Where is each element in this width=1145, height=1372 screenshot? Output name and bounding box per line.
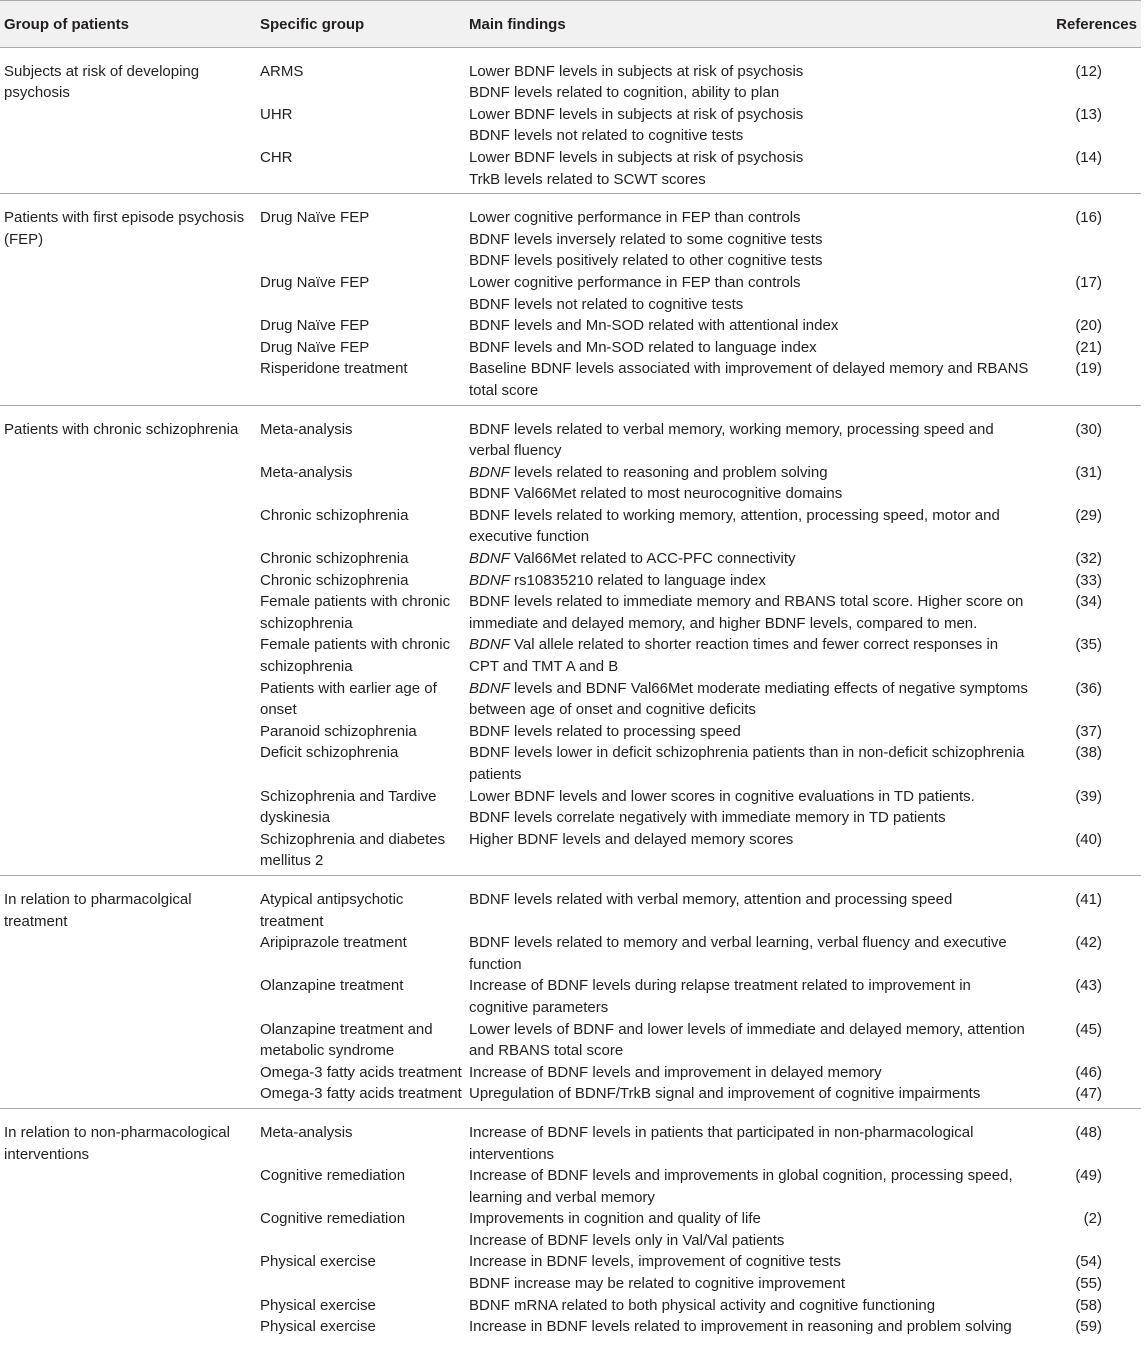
references-cell [1031,786,1141,829]
reference-number: (34) [1075,593,1102,611]
references-cell [1031,104,1141,147]
references-cell [1031,570,1141,592]
table-row [0,1165,1141,1208]
finding-line [469,634,1029,677]
table-row [0,462,1141,505]
table-row [0,1208,1141,1251]
header-group-of-patients: Group of patients [0,1,256,48]
references-cell [1031,194,1141,272]
main-findings-cell [465,829,1031,876]
group-of-patients-cell [0,548,256,570]
patient-group-section [0,194,1141,405]
specific-group-cell: Chronic schizophrenia [260,550,409,568]
group-of-patients-cell [0,591,256,634]
table-row [0,104,1141,147]
group-of-patients-cell [0,1208,256,1251]
reference-number: (29) [1075,506,1102,524]
main-findings-cell [465,1165,1031,1208]
references-cell [1031,405,1141,462]
table-row [0,337,1141,359]
finding-text: Lower cognitive performance in FEP than controls [469,273,801,291]
references-cell [1031,548,1141,570]
specific-group-cell: Female patients with chronic schizophrenia [260,636,451,676]
finding-text: levels and BDNF Val66Met moderate mediating effects of negative symptoms between age of onset and cognitive deficits [469,679,1028,719]
references-cell [1031,591,1141,634]
specific-group-cell: Meta-analysis [260,1123,353,1141]
specific-group-cell: Drug Naïve FEP [260,209,370,227]
specific-group-cell: Meta-analysis [260,463,353,481]
reference-number: (2) [1083,1210,1102,1228]
main-findings-cell [465,591,1031,634]
table-row [0,272,1141,315]
finding-text: Increase of BDNF levels only in Val/Val patients [469,1231,785,1249]
main-findings-cell [465,1316,1031,1341]
gene-name-italic: BDNF [469,571,510,589]
group-of-patients-cell [0,786,256,829]
patient-group-section [0,875,1141,1108]
specific-group-cell: Aripiprazole treatment [260,934,407,952]
main-findings-cell [465,272,1031,315]
specific-group-cell: Cognitive remediation [260,1167,406,1185]
references-cell [1031,1295,1141,1317]
group-of-patients-cell: Patients with chronic schizophrenia [4,420,239,438]
reference-number: (49) [1075,1167,1102,1185]
specific-group-cell: Risperidone treatment [260,360,408,378]
group-of-patients-cell [0,634,256,677]
table-row [0,47,1141,104]
finding-line [469,358,1029,401]
finding-text: BDNF levels positively related to other cognitive tests [469,252,823,270]
reference-number: (35) [1075,636,1102,654]
table-row [0,591,1141,634]
finding-text: Increase of BDNF levels during relapse treatment related to improvement in cognitive parameters [469,977,971,1016]
specific-group-cell: Physical exercise [260,1318,376,1336]
specific-group-cell: Meta-analysis [260,420,353,438]
references-cell [1031,1251,1141,1294]
reference-number: (58) [1075,1296,1102,1314]
table-row [0,505,1141,548]
finding-text: rs10835210 related to language index [509,571,766,589]
finding-line [469,1251,1029,1273]
specific-group-cell: Omega-3 fatty acids treatment [260,1085,462,1103]
group-of-patients-cell [0,104,256,147]
finding-text: Lower BDNF levels in subjects at risk of psychosis [469,62,804,80]
group-of-patients-cell [0,505,256,548]
reference-number: (33) [1075,571,1102,589]
specific-group-cell: Chronic schizophrenia [260,506,409,524]
group-of-patients-cell [0,272,256,315]
references-cell [1031,1062,1141,1084]
group-of-patients-cell [0,975,256,1018]
table-row [0,570,1141,592]
main-findings-cell [465,570,1031,592]
main-findings-cell [465,405,1031,462]
specific-group-cell: Schizophrenia and Tardive dyskinesia [260,787,437,827]
reference-number: (46) [1075,1063,1102,1081]
specific-group-cell: Drug Naïve FEP [260,273,370,291]
main-findings-cell [465,932,1031,975]
header-row [0,1,1141,48]
table-row [0,786,1141,829]
reference-number: (19) [1075,360,1102,378]
group-of-patients-cell [0,742,256,785]
finding-line [469,505,1029,548]
finding-text: BDNF levels related to verbal memory, working memory, processing speed and verbal fluency [469,420,994,460]
references-cell [1031,47,1141,104]
finding-line [469,1316,1029,1338]
reference-number: (43) [1075,977,1102,995]
references-cell [1031,272,1141,315]
table-row [0,829,1141,876]
group-of-patients-cell: Subjects at risk of developing psychosis [4,62,200,102]
group-of-patients-cell [0,1019,256,1062]
finding-line [469,315,1029,337]
patient-group-section [0,47,1141,194]
table-row [0,147,1141,194]
reference-number: (16) [1075,209,1102,227]
finding-line [469,1295,1029,1317]
references-cell [1031,1019,1141,1062]
header-specific-group: Specific group [256,1,465,48]
references-cell [1031,875,1141,932]
group-of-patients-cell [0,1251,256,1294]
group-of-patients-cell [0,337,256,359]
group-of-patients-cell [0,829,256,876]
finding-text: BDNF Val66Met related to most neurocognitive domains [469,485,843,503]
finding-line [469,786,1029,808]
finding-line [469,932,1029,975]
finding-text: BDNF levels not related to cognitive tests [469,295,744,313]
references-cell [1031,678,1141,721]
references-cell [1031,721,1141,743]
finding-text: Upregulation of BDNF/TrkB signal and improvement of cognitive impairments [469,1085,981,1103]
finding-text: BDNF levels and Mn-SOD related with attentional index [469,317,839,335]
finding-line [469,1083,1029,1105]
table-header [0,1,1141,48]
finding-line [469,229,1029,251]
finding-line [469,548,1029,570]
reference-number: (38) [1075,744,1102,762]
specific-group-cell: UHR [260,105,293,123]
specific-group-cell: ARMS [260,62,304,80]
reference-number: (48) [1075,1123,1102,1141]
finding-text: Lower cognitive performance in FEP than controls [469,209,801,227]
finding-line [469,807,1029,829]
group-of-patients-cell [0,147,256,194]
main-findings-cell [465,1251,1031,1294]
gene-name-italic: BDNF [469,550,510,568]
group-of-patients-cell: In relation to pharmacolgical treatment [4,890,192,930]
gene-name-italic: BDNF [469,463,510,481]
finding-text: Baseline BDNF levels associated with improvement of delayed memory and RBANS total score [469,360,1029,399]
finding-text: BDNF levels related to memory and verbal learning, verbal fluency and executive function [469,934,1007,973]
gene-name-italic: BDNF [469,636,510,654]
references-cell [1031,932,1141,975]
main-findings-cell [465,147,1031,194]
finding-line [469,207,1029,229]
finding-line [469,61,1029,83]
finding-line [469,250,1029,272]
group-of-patients-cell [0,932,256,975]
finding-line [469,570,1029,592]
main-findings-cell [465,1208,1031,1251]
main-findings-cell [465,462,1031,505]
main-findings-cell [465,875,1031,932]
group-of-patients-cell [0,570,256,592]
finding-line [469,591,1029,634]
finding-text: Increase of BDNF levels in patients that participated in non-pharmacological interventions [469,1123,974,1163]
reference-number: (31) [1075,463,1102,481]
specific-group-cell: Schizophrenia and diabetes mellitus 2 [260,830,446,870]
finding-line [469,104,1029,126]
table-row [0,1019,1141,1062]
references-cell [1031,634,1141,677]
specific-group-cell: Patients with earlier age of onset [260,679,437,719]
reference-number: (59) [1075,1318,1102,1336]
finding-text: BDNF levels related to processing speed [469,722,741,740]
finding-text: Improvements in cognition and quality of life [469,1210,761,1228]
finding-text: BDNF levels related with verbal memory, attention and processing speed [469,890,953,908]
finding-text: BDNF levels inversely related to some cognitive tests [469,230,823,248]
finding-text: BDNF mRNA related to both physical activity and cognitive functioning [469,1296,936,1314]
finding-text: Lower BDNF levels in subjects at risk of psychosis [469,105,804,123]
finding-text: Lower levels of BDNF and lower levels of immediate and delayed memory, attention and RBANS total score [469,1020,1025,1060]
references-cell [1031,742,1141,785]
specific-group-cell: Drug Naïve FEP [260,317,370,335]
group-of-patients-cell: Patients with first episode psychosis (FEP) [4,209,245,248]
table-row [0,194,1141,272]
reference-number: (47) [1075,1085,1102,1103]
references-cell [1031,147,1141,194]
references-cell [1031,1083,1141,1108]
finding-text: Increase of BDNF levels and improvement in delayed memory [469,1063,882,1081]
finding-text: BDNF levels and Mn-SOD related to language index [469,338,817,356]
table-row [0,405,1141,462]
finding-text: BDNF increase may be related to cognitive improvement [469,1275,845,1293]
table-row [0,678,1141,721]
group-of-patients-cell [0,1062,256,1084]
finding-line [469,462,1029,484]
finding-text: Val66Met related to ACC-PFC connectivity [509,550,796,568]
finding-line [469,1019,1029,1062]
main-findings-cell [465,194,1031,272]
finding-line [469,1062,1029,1084]
gene-name-italic: BDNF [469,679,510,697]
finding-text: Val allele related to shorter reaction times and fewer correct responses in CPT and TMT A and B [469,636,999,676]
reference-number: (30) [1075,420,1102,438]
reference-number: (41) [1075,890,1102,908]
references-cell [1031,1165,1141,1208]
reference-number: (55) [1075,1275,1102,1293]
header-references: References [1031,1,1141,48]
reference-number: (42) [1075,934,1102,952]
table-row [0,548,1141,570]
finding-line [469,337,1029,359]
finding-text: BDNF levels related to working memory, attention, processing speed, motor and executive function [469,506,1000,546]
reference-number: (20) [1075,317,1102,335]
finding-line [469,169,1029,191]
header-main-findings: Main findings [465,1,1031,48]
main-findings-cell [465,358,1031,405]
reference-number: (54) [1075,1253,1102,1271]
specific-group-cell: Olanzapine treatment [260,977,404,995]
main-findings-cell [465,634,1031,677]
table-row [0,932,1141,975]
reference-number: (32) [1075,550,1102,568]
finding-text: BDNF levels related to immediate memory and RBANS total score. Higher score on immediate and delayed memory, and higher BDNF levels, compared to men. [469,593,1024,632]
finding-text: Higher BDNF levels and delayed memory scores [469,830,794,848]
main-findings-cell [465,1083,1031,1108]
table-row [0,1083,1141,1108]
references-cell [1031,315,1141,337]
finding-line [469,483,1029,505]
reference-number: (17) [1075,273,1102,291]
references-cell [1031,975,1141,1018]
group-of-patients-cell [0,1165,256,1208]
finding-line [469,975,1029,1018]
finding-text: levels related to reasoning and problem solving [509,463,828,481]
specific-group-cell: Olanzapine treatment and metabolic syndrome [260,1020,433,1060]
group-of-patients-cell [0,315,256,337]
reference-number: (13) [1075,105,1102,123]
table-row [0,875,1141,932]
main-findings-cell [465,786,1031,829]
group-of-patients-cell [0,678,256,721]
table-row [0,975,1141,1018]
finding-line [469,1273,1029,1295]
finding-line [469,742,1029,785]
specific-group-cell: Drug Naïve FEP [260,338,370,356]
reference-number: (39) [1075,787,1102,805]
specific-group-cell: Cognitive remediation [260,1210,406,1228]
main-findings-cell [465,721,1031,743]
finding-line [469,272,1029,294]
finding-text: BDNF levels not related to cognitive tests [469,127,744,145]
main-findings-cell [465,548,1031,570]
finding-text: BDNF levels lower in deficit schizophrenia patients than in non-deficit schizophrenia patients [469,744,1025,783]
finding-line [469,889,1029,911]
finding-line [469,829,1029,851]
main-findings-cell [465,505,1031,548]
finding-text: TrkB levels related to SCWT scores [469,170,706,188]
finding-line [469,147,1029,169]
main-findings-cell [465,975,1031,1018]
references-cell [1031,829,1141,876]
finding-text: BDNF levels related to cognition, ability to plan [469,84,780,102]
finding-line [469,1165,1029,1208]
finding-text: Lower BDNF levels in subjects at risk of psychosis [469,148,804,166]
specific-group-cell: Atypical antipsychotic treatment [260,890,404,930]
references-cell [1031,1208,1141,1251]
patient-group-section [0,1108,1141,1340]
table-row [0,721,1141,743]
finding-line [469,419,1029,462]
table-row [0,1295,1141,1317]
reference-number: (36) [1075,679,1102,697]
table-row [0,634,1141,677]
table-row [0,742,1141,785]
table-row [0,1062,1141,1084]
references-cell [1031,337,1141,359]
group-of-patients-cell [0,721,256,743]
finding-text: Lower BDNF levels and lower scores in cognitive evaluations in TD patients. [469,787,975,805]
group-of-patients-cell [0,1083,256,1108]
main-findings-cell [465,1019,1031,1062]
finding-line [469,82,1029,104]
specific-group-cell: Female patients with chronic schizophrenia [260,593,451,632]
specific-group-cell: Chronic schizophrenia [260,571,409,589]
finding-text: Increase of BDNF levels and improvements in global cognition, processing speed, learning and verbal memory [469,1167,1013,1206]
finding-text: Increase in BDNF levels related to improvement in reasoning and problem solving [469,1318,1012,1336]
specific-group-cell: Omega-3 fatty acids treatment [260,1063,462,1081]
specific-group-cell: CHR [260,148,293,166]
group-of-patients-cell [0,462,256,505]
reference-number: (12) [1075,62,1102,80]
table-row [0,1251,1141,1294]
finding-line [469,1208,1029,1230]
group-of-patients-cell: In relation to non-pharmacological interventions [4,1123,230,1163]
finding-text: Increase in BDNF levels, improvement of cognitive tests [469,1253,841,1271]
references-cell [1031,1108,1141,1165]
finding-line [469,721,1029,743]
reference-number: (14) [1075,148,1102,166]
finding-line [469,125,1029,147]
references-cell [1031,462,1141,505]
references-cell [1031,1316,1141,1341]
finding-line [469,1122,1029,1165]
group-of-patients-cell [0,1295,256,1317]
main-findings-cell [465,1295,1031,1317]
main-findings-cell [465,1108,1031,1165]
main-findings-cell [465,104,1031,147]
group-of-patients-cell [0,1316,256,1341]
main-findings-cell [465,1062,1031,1084]
table-row [0,358,1141,405]
references-cell [1031,505,1141,548]
main-findings-cell [465,47,1031,104]
specific-group-cell: Paranoid schizophrenia [260,722,417,740]
specific-group-cell: Deficit schizophrenia [260,744,399,762]
main-findings-cell [465,315,1031,337]
table-row [0,1316,1141,1341]
group-of-patients-cell [0,358,256,405]
reference-number: (37) [1075,722,1102,740]
finding-line [469,294,1029,316]
reference-number: (45) [1075,1020,1102,1038]
table-row [0,315,1141,337]
specific-group-cell: Physical exercise [260,1296,376,1314]
patient-group-section [0,405,1141,875]
finding-text: BDNF levels correlate negatively with immediate memory in TD patients [469,809,946,827]
main-findings-cell [465,337,1031,359]
reference-number: (21) [1075,338,1102,356]
main-findings-cell [465,742,1031,785]
finding-line [469,678,1029,721]
references-cell [1031,358,1141,405]
main-findings-cell [465,678,1031,721]
reference-number: (40) [1075,830,1102,848]
finding-line [469,1230,1029,1252]
table-row [0,1108,1141,1165]
specific-group-cell: Physical exercise [260,1253,376,1271]
